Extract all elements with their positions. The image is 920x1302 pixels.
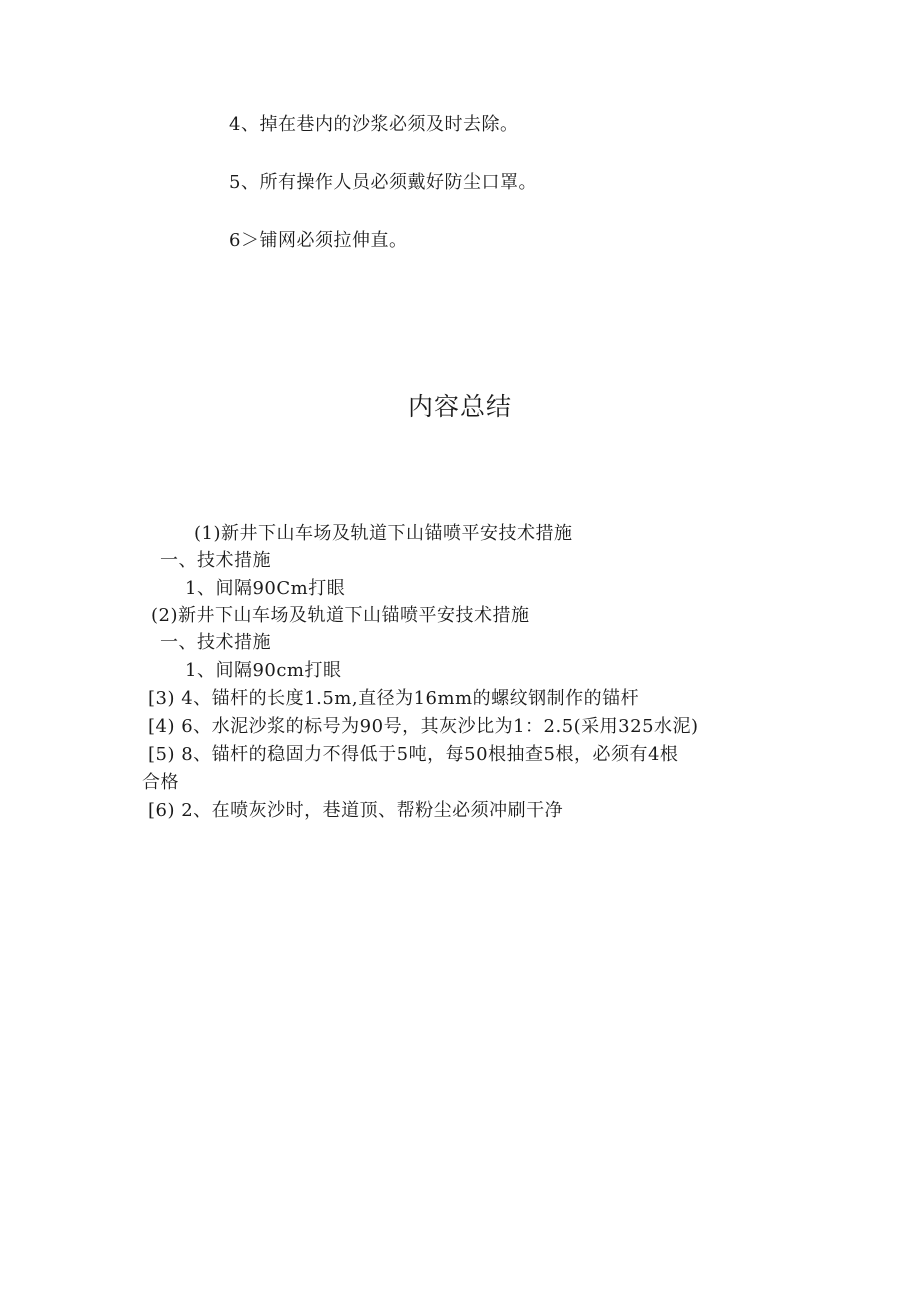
summary-line-2: 一、技术措施 [160, 550, 271, 571]
summary-title: 内容总结 [407, 392, 512, 421]
summary-line-5: 一、技术措施 [160, 632, 271, 653]
summary-line-3: 1、间隔90Cm打眼 [185, 578, 346, 599]
summary-line-11: [6) 2、在喷灰沙时，巷道顶、帮粉尘必须冲刷干净 [148, 800, 564, 821]
summary-line-9: [5) 8、锚杆的稳固力不得低于5吨，每50根抽查5根，必须有4根 [148, 744, 679, 765]
summary-line-7: [3) 4、锚杆的长度1.5m,直径为16mm的螺纹钢制作的锚杆 [148, 688, 640, 709]
summary-line-10: 合格 [142, 772, 179, 793]
top-item-5: 5、所有操作人员必须戴好防尘口罩。 [229, 172, 537, 193]
top-item-4: 4、掉在巷内的沙浆必须及时去除。 [229, 114, 519, 135]
summary-line-1: (1)新井下山车场及轨道下山锚喷平安技术措施 [194, 523, 573, 544]
summary-line-4: (2)新井下山车场及轨道下山锚喷平安技术措施 [151, 605, 530, 626]
top-item-6: 6＞铺网必须拉伸直。 [229, 230, 408, 251]
summary-line-6: 1、间隔90cm打眼 [185, 660, 342, 681]
summary-line-8: [4) 6、水泥沙浆的标号为90号，其灰沙比为1：2.5(采用325水泥) [148, 716, 699, 737]
